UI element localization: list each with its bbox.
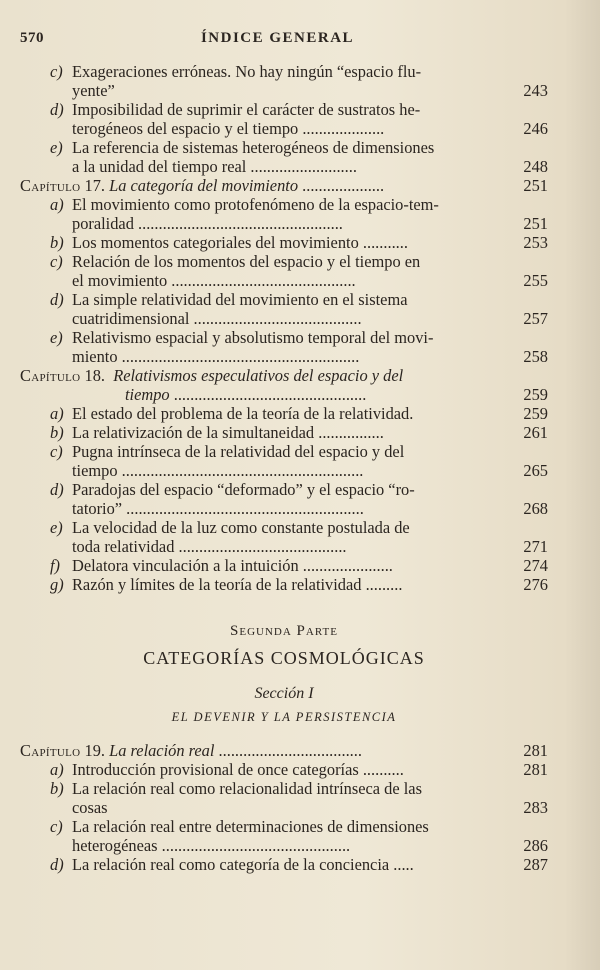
leader-dots: ...................... <box>298 556 393 575</box>
toc-entry: c) Exageraciones erróneas. No hay ningún “espacio flu- <box>50 62 422 81</box>
leader-dots: .......... <box>358 760 404 779</box>
toc-entry: e) La referencia de sistemas heterogéneos de dimensiones <box>50 138 435 157</box>
leader-dots: .................................................. <box>133 214 343 233</box>
toc-page: 287 <box>523 855 548 874</box>
toc-page: 243 <box>523 81 548 100</box>
toc-entry: d) Paradojas del espacio “deformado” y el espacio “ro- <box>50 480 415 499</box>
toc-entry-cont: cosas 283 <box>72 798 548 817</box>
toc-page: 276 <box>523 575 548 594</box>
toc-entry: b) La relación real como relacionalidad intrínseca de las <box>50 779 422 798</box>
toc-entry-cont: a la unidad del tiempo real .......................... 248 <box>72 157 548 176</box>
leader-dots: ......................................... <box>174 537 347 556</box>
leader-dots: .......................................................... <box>122 499 364 518</box>
toc-entry: g) Razón y límites de la teoría de la relatividad ......... 276 <box>50 575 548 594</box>
toc-entry: d) Imposibilidad de suprimir el carácter de sustratos he- <box>50 100 421 119</box>
toc-entry-cont: el movimiento ............................................. 255 <box>72 271 548 290</box>
toc-page: 259 <box>523 385 548 404</box>
page-header <box>20 30 535 52</box>
chapter-heading: Capítulo 18. Relativismos especulativos del espacio y del <box>20 366 404 385</box>
toc-page: 251 <box>523 176 548 195</box>
toc-entry: c) Pugna intrínseca de la relatividad del espacio y del <box>50 442 405 461</box>
toc-page: 259 <box>523 404 548 423</box>
leader-dots: ............................................... <box>169 385 367 404</box>
toc-page: 265 <box>523 461 548 480</box>
toc-page: 281 <box>523 741 548 760</box>
part-title: CATEGORÍAS COSMOLÓGICAS <box>143 648 425 668</box>
leader-dots: .......................................................... <box>117 347 360 366</box>
leader-dots: .................... <box>298 176 385 195</box>
toc-page: 253 <box>523 233 548 252</box>
leader-dots: ................ <box>314 423 384 442</box>
toc-entry: b) Los momentos categoriales del movimiento ........... 253 <box>50 233 548 252</box>
toc-entry-cont: tatorio” .......................................................... 268 <box>72 499 548 518</box>
leader-dots: ..... <box>389 855 414 874</box>
toc-entry-cont: tiempo ........................................................... 265 <box>72 461 548 480</box>
chapter-heading: Capítulo 19. La relación real ................................... 281 <box>20 741 548 760</box>
toc-entry: d) La relación real como categoría de la conciencia ..... 287 <box>50 855 548 874</box>
toc-entry-cont: poralidad .................................................. 251 <box>72 214 548 233</box>
toc-page: 248 <box>523 157 548 176</box>
toc-entry-cont: toda relatividad ......................................... 271 <box>72 537 548 556</box>
toc-page: 261 <box>523 423 548 442</box>
toc-entry-cont: terogéneos del espacio y el tiempo .................... 246 <box>72 119 548 138</box>
toc-page: 258 <box>523 347 548 366</box>
toc-entry: a) El estado del problema de la teoría de la relatividad. 259 <box>50 404 548 423</box>
toc-entry: e) Relativismo espacial y absolutismo temporal del movi- <box>50 328 434 347</box>
toc-page: 283 <box>523 798 548 817</box>
leader-dots: ........................................................... <box>117 461 364 480</box>
part-name: Segunda Parte <box>230 623 338 639</box>
toc-entry: c) La relación real entre determinaciones de dimensiones <box>50 817 429 836</box>
chapter-heading-cont: tiempo ............................................... 259 <box>125 385 548 404</box>
toc-page: 251 <box>523 214 548 233</box>
toc-entry: d) La simple relatividad del movimiento en el sistema <box>50 290 408 309</box>
leader-dots: .......................... <box>246 157 357 176</box>
leader-dots: ............................................. <box>167 271 356 290</box>
toc-entry: b) La relativización de la simultaneidad ................ 261 <box>50 423 548 442</box>
section-title: EL DEVENIR Y LA PERSISTENCIA <box>171 710 397 724</box>
toc-entry: f) Delatora vinculación a la intuición ...................... 274 <box>50 556 548 575</box>
leader-dots: .................... <box>298 119 385 138</box>
leader-dots: ................................... <box>214 741 362 760</box>
toc-entry-cont: heterogéneas .............................................. 286 <box>72 836 548 855</box>
toc-entry: c) Relación de los momentos del espacio y el tiempo en <box>50 252 421 271</box>
section-name: Sección I <box>254 685 314 702</box>
page-number: 570 <box>20 30 44 46</box>
toc-page: 257 <box>523 309 548 328</box>
toc-entry: e) La velocidad de la luz como constante postulada de <box>50 518 410 537</box>
chapter-heading: Capítulo 17. La categoría del movimiento .................... 251 <box>20 176 548 195</box>
toc-page: 268 <box>523 499 548 518</box>
toc-page: 281 <box>523 760 548 779</box>
leader-dots: ......................................... <box>189 309 362 328</box>
table-of-contents <box>20 62 548 874</box>
toc-entry: a) El movimiento como protofenómeno de la espacio-tem- <box>50 195 439 214</box>
toc-page: 274 <box>523 556 548 575</box>
toc-page: 255 <box>523 271 548 290</box>
toc-entry-cont: yente” 243 <box>72 81 548 100</box>
toc-entry-cont: miento .......................................................... 258 <box>72 347 548 366</box>
toc-page: 271 <box>523 537 548 556</box>
leader-dots: .............................................. <box>157 836 351 855</box>
leader-dots: ......... <box>361 575 403 594</box>
leader-dots: ........... <box>358 233 408 252</box>
toc-page: 286 <box>523 836 548 855</box>
toc-entry-cont: cuatridimensional ......................................... 257 <box>72 309 548 328</box>
toc-entry: a) Introducción provisional de once categorías .......... 281 <box>50 760 548 779</box>
toc-page: 246 <box>523 119 548 138</box>
running-title: ÍNDICE GENERAL <box>200 30 355 46</box>
